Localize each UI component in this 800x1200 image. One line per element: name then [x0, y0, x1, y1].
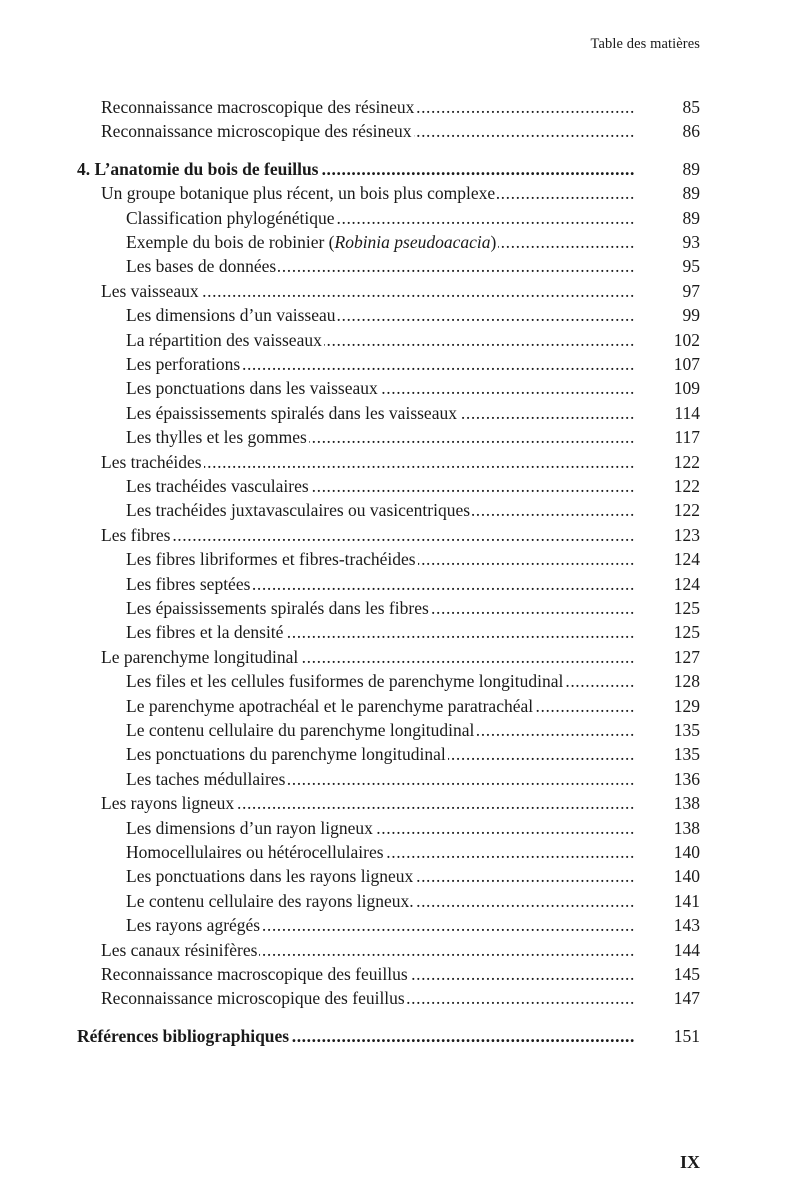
toc-entry[interactable] — [0, 206, 800, 230]
toc-page-number: 145 — [673, 964, 700, 984]
toc-entry-title — [126, 767, 635, 791]
toc-entry-text: Reconnaissance macroscopique des résineux — [101, 97, 415, 117]
toc-entry-title — [126, 864, 635, 888]
toc-entry-title — [126, 596, 635, 620]
toc-entry-text: Reconnaissance microscopique des résineux — [101, 121, 412, 142]
toc-entry[interactable] — [0, 816, 800, 840]
toc-page-number: 86 — [682, 121, 700, 142]
toc-entry[interactable] — [0, 791, 800, 815]
toc-entry[interactable] — [0, 523, 800, 547]
toc-page-number: 85 — [682, 97, 700, 117]
toc-page-number: 138 — [673, 817, 700, 838]
toc-entry-text: Les vaisseaux — [101, 280, 199, 301]
toc-entry[interactable] — [0, 328, 800, 352]
page-folio: IX — [679, 1152, 700, 1172]
toc-section-entry[interactable] — [0, 1024, 800, 1048]
toc-entry[interactable] — [0, 620, 800, 644]
toc-entry[interactable] — [0, 986, 800, 1010]
toc-entry-title — [126, 913, 635, 937]
toc-entry[interactable] — [0, 119, 800, 143]
running-header: Table des matières — [590, 36, 700, 52]
toc-entry-text: Les rayons agrégés — [126, 915, 261, 936]
toc-entry-title — [101, 938, 635, 962]
toc-entry-text: Les files et les cellules fusiformes de parenchyme longitudinal — [126, 671, 564, 692]
toc-entry-text: Les perforations — [126, 354, 241, 374]
toc-entry-title — [101, 181, 635, 205]
toc-entry-text: Les fibres libriformes et fibres-trachéides — [126, 549, 416, 570]
toc-entry-title — [126, 718, 635, 742]
toc-page-number: 141 — [673, 890, 700, 911]
toc-page-number: 140 — [673, 842, 700, 862]
toc-entry-title — [101, 95, 635, 119]
toc-entry-title — [101, 962, 635, 986]
toc-entry[interactable] — [0, 938, 800, 962]
toc-entry-text: La répartition des vaisseaux — [126, 329, 322, 350]
toc-page-number: 135 — [673, 744, 700, 765]
toc-entry-title — [126, 547, 635, 571]
toc-entry-italic-text: Robinia pseudoacacia — [334, 232, 491, 252]
toc-page-number: 125 — [673, 598, 700, 618]
toc-entry[interactable] — [0, 450, 800, 474]
toc-page-number: 124 — [673, 573, 700, 594]
toc-entry-text: Les ponctuations dans les vaisseaux — [126, 378, 378, 399]
toc-entry-text: Les ponctuations du parenchyme longitudinal — [126, 744, 446, 765]
toc-entry-title — [126, 669, 635, 693]
toc-entry-text: Exemple du bois de robinier ( — [126, 232, 335, 252]
toc-entry-text: Les dimensions d’un vaisseau — [126, 305, 336, 326]
toc-entry-title — [101, 450, 635, 474]
toc-entry-text: Les ponctuations dans les rayons ligneux — [126, 866, 414, 887]
toc-page-number: 89 — [682, 158, 700, 179]
toc-entry-text: Les canaux résinifères — [101, 939, 258, 960]
toc-page-number: 140 — [673, 866, 700, 887]
toc-entry-title — [126, 303, 635, 327]
toc-entry[interactable] — [0, 645, 800, 669]
toc-page-number: 143 — [673, 915, 700, 936]
toc-entry[interactable] — [0, 547, 800, 571]
toc-entry-text: Les rayons ligneux — [101, 793, 235, 814]
toc-entry[interactable] — [0, 230, 800, 254]
toc-entry-text: Classification phylogénétique — [126, 207, 335, 228]
toc-entry-title — [126, 694, 635, 718]
toc-page-number: 125 — [673, 622, 700, 643]
toc-entry[interactable] — [0, 474, 800, 498]
toc-entry-text: Les épaississements spiralés dans les fibres — [126, 598, 429, 618]
toc-entry[interactable] — [0, 742, 800, 766]
toc-page-number: 102 — [673, 329, 700, 350]
toc-entry-title — [126, 620, 635, 644]
toc-entry[interactable] — [0, 694, 800, 718]
toc-page-number: 128 — [673, 671, 700, 692]
toc-entry-text: Homocellulaires ou hétérocellulaires — [126, 842, 384, 862]
toc-entry-title — [101, 279, 635, 303]
toc-page-number: 89 — [682, 207, 700, 228]
toc-section-entry[interactable] — [0, 157, 800, 181]
toc-entry-text: Reconnaissance macroscopique des feuillus — [101, 964, 408, 984]
toc-entry-text: Références bibliographiques — [77, 1025, 290, 1046]
toc-entry[interactable] — [0, 401, 800, 425]
toc-page-number: 97 — [682, 280, 700, 301]
toc-page-number: 109 — [673, 378, 700, 399]
toc-page-number: 135 — [673, 720, 700, 740]
toc-page-number: 122 — [673, 500, 700, 521]
toc-page-number: 123 — [673, 524, 700, 545]
toc-entry-text: Le contenu cellulaire des rayons ligneux. — [126, 890, 414, 911]
toc-entry-text: Les bases de données — [126, 256, 277, 277]
toc-entry-title — [126, 840, 635, 864]
toc-page-number: 138 — [673, 793, 700, 814]
toc-entry-title — [126, 425, 635, 449]
toc-entry-title — [101, 645, 635, 669]
toc-entry-text: Les épaississements spiralés dans les vaisseaux — [126, 402, 457, 423]
toc-entry-text: Un groupe botanique plus récent, un bois plus complexe — [101, 183, 496, 204]
toc-entry-text: Les trachéides vasculaires — [126, 476, 309, 496]
toc-entry[interactable] — [0, 572, 800, 596]
toc-page-number: 127 — [673, 646, 700, 667]
toc-entry[interactable] — [0, 889, 800, 913]
toc-entry[interactable] — [0, 718, 800, 742]
toc-entry-text: Les fibres septées — [126, 573, 251, 594]
toc-page-number: 129 — [673, 695, 700, 716]
toc-page-number: 107 — [673, 354, 700, 374]
toc-entry[interactable] — [0, 962, 800, 986]
toc-entry-text: Le parenchyme longitudinal — [101, 646, 299, 667]
toc-entry[interactable] — [0, 425, 800, 449]
toc-entry-title — [126, 498, 635, 522]
toc-entry-text: 4. L’anatomie du bois de feuillus — [77, 158, 319, 179]
toc-entry-text: Les trachéides — [101, 451, 202, 472]
toc-page-number: 144 — [673, 939, 700, 960]
toc-entry[interactable] — [0, 498, 800, 522]
toc-entry-title — [101, 986, 635, 1010]
toc-entry-title — [126, 474, 635, 498]
toc-entry-title — [77, 1024, 635, 1048]
toc-entry[interactable] — [0, 181, 800, 205]
toc-entry[interactable] — [0, 352, 800, 376]
toc-entry-title — [126, 889, 635, 913]
toc-entry[interactable] — [0, 376, 800, 400]
toc-entry-title — [126, 376, 635, 400]
toc-entry[interactable] — [0, 303, 800, 327]
toc-page-number: 89 — [682, 183, 700, 204]
toc-page-number: 151 — [673, 1025, 700, 1046]
toc-entry-title — [126, 206, 635, 230]
toc-entry-title — [126, 328, 635, 352]
toc-entry[interactable] — [0, 95, 800, 119]
toc-entry-text: Le contenu cellulaire du parenchyme longitudinal — [126, 720, 475, 740]
toc-entry-title — [101, 791, 635, 815]
dot-leader — [101, 523, 635, 547]
toc-entry-title — [126, 742, 635, 766]
toc-page-number: 122 — [673, 451, 700, 472]
toc-page-number: 99 — [682, 305, 700, 326]
toc-entry[interactable] — [0, 864, 800, 888]
toc-entry-title — [101, 119, 635, 143]
toc-entry-title — [126, 572, 635, 596]
toc-entry-text: Les fibres et la densité — [126, 622, 284, 643]
toc-entry[interactable] — [0, 840, 800, 864]
toc-entry-title — [77, 157, 635, 181]
toc-entry[interactable] — [0, 767, 800, 791]
toc-page-number: 147 — [673, 988, 700, 1009]
toc-entry-text: Le parenchyme apotrachéal et le parenchyme paratrachéal — [126, 695, 534, 716]
toc-entry-text: Les thylles et les gommes — [126, 427, 307, 448]
toc-entry[interactable] — [0, 596, 800, 620]
toc-entry-text-end: ) — [490, 232, 497, 252]
toc-entry[interactable] — [0, 913, 800, 937]
toc-entry-text: Les dimensions d’un rayon ligneux — [126, 817, 373, 838]
toc-entry-title — [126, 816, 635, 840]
toc-entry[interactable] — [0, 279, 800, 303]
toc-page-number: 114 — [674, 402, 700, 423]
toc-entry-title — [126, 254, 635, 278]
toc-entry-title — [126, 352, 635, 376]
toc-entry-title — [126, 230, 635, 254]
toc-entry[interactable] — [0, 669, 800, 693]
toc-page-number: 124 — [673, 549, 700, 570]
toc-page-number: 95 — [682, 256, 700, 277]
toc-page-number: 93 — [682, 232, 700, 252]
toc-entry-text: Les fibres — [101, 524, 171, 545]
toc-entry-title — [126, 401, 635, 425]
toc-entry-text: Reconnaissance microscopique des feuillus — [101, 988, 405, 1009]
toc-entry-text: Les trachéides juxtavasculaires ou vasicentriques — [126, 500, 471, 521]
toc-page-number: 136 — [673, 768, 700, 789]
toc-page-number: 122 — [673, 476, 700, 496]
toc-page-number: 117 — [674, 427, 700, 448]
toc-entry-text: Les taches médullaires — [126, 768, 286, 789]
toc-entry[interactable] — [0, 254, 800, 278]
toc-entry-title — [101, 523, 635, 547]
